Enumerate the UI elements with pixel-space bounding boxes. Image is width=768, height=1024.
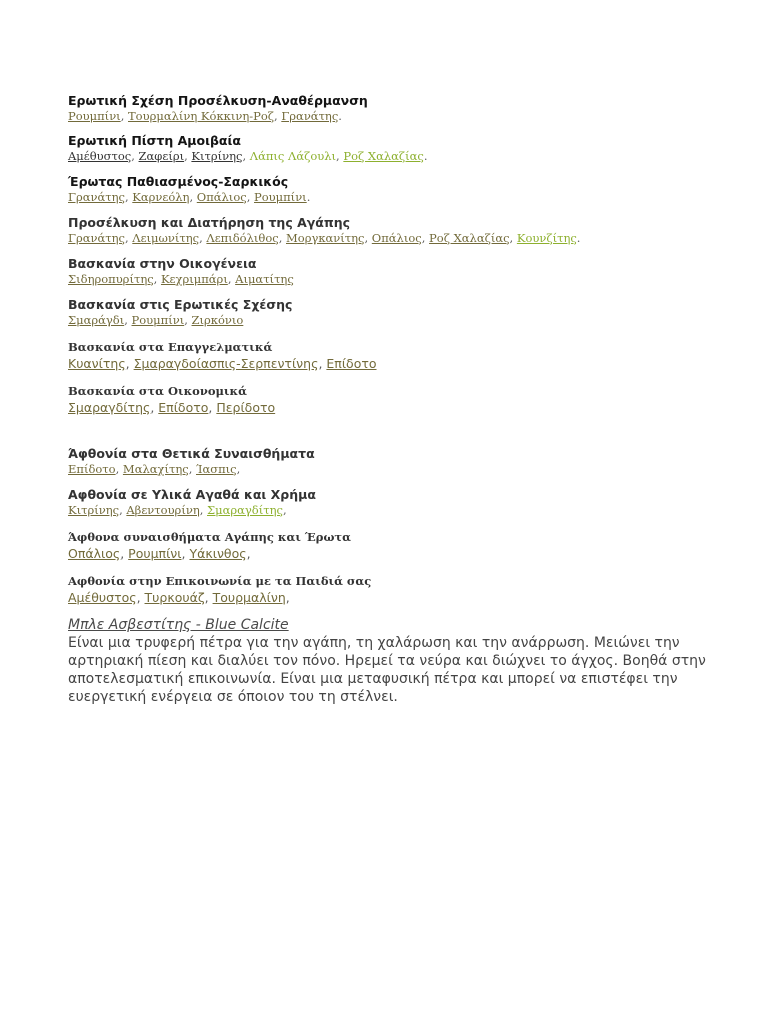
stone-link[interactable]: Λειμωνίτης [132, 231, 200, 245]
section-title: Ερωτική Σχέση Προσέλκυση-Αναθέρμανση [68, 93, 368, 108]
stone-link[interactable]: Τουρμαλίνη [212, 590, 286, 605]
section-evil-eye-relationships [68, 297, 708, 328]
punct: , [282, 503, 287, 517]
stone-link[interactable]: Επίδοτο [326, 356, 377, 371]
section-love-attraction [68, 93, 708, 124]
stone-link[interactable]: Σμαραγδοίασπις-Σερπεντίνης [133, 356, 319, 371]
section-title: Βασκανία στις Ερωτικές Σχέσης [68, 297, 293, 312]
section-love-faith [68, 133, 708, 164]
stone-link[interactable]: Υάκινθος [189, 546, 247, 561]
stone-link[interactable]: Μοργκανίτης [286, 231, 365, 245]
stone-link[interactable]: Επίδοτο [68, 462, 116, 476]
section-abundance-children [68, 574, 708, 606]
section-title: Προσέλκυση και Διατήρηση της Αγάπης [68, 215, 351, 230]
stone-link[interactable]: Σμαράγδι [68, 313, 125, 327]
punct: , [285, 590, 290, 605]
stone-link[interactable]: Ρουμπίνι [68, 109, 121, 123]
stone-link[interactable]: Ρουμπίνι [128, 546, 182, 561]
section-abundance-emotions [68, 446, 708, 477]
punct: . [338, 109, 342, 123]
stone-links: Γρανάτης, Καρνεόλη, Οπάλιος, Ρουμπίνι. [68, 190, 311, 204]
stone-link[interactable]: Οπάλιος [68, 546, 121, 561]
section-evil-eye-finance [68, 384, 708, 416]
stone-link[interactable]: Ζαφείρι [138, 149, 185, 163]
stone-links: Σμαράγδι, Ρουμπίνι, Ζιρκόνιο [68, 313, 244, 327]
stone-link[interactable]: Γρανάτης [281, 109, 339, 123]
section-title: Βασκανία στα Επαγγελματικά [68, 340, 273, 354]
punct: . [423, 149, 428, 163]
stone-link[interactable]: Ρουμπίνι [254, 190, 307, 204]
stone-link[interactable]: Ζιρκόνιο [191, 313, 244, 327]
stone-link[interactable]: Σιδηροπυρίτης [68, 272, 154, 286]
section-attraction-maintain [68, 215, 708, 246]
stone-links: Αμέθυστος, Ζαφείρι, Κιτρίνης, Λάπις Λάζουλι, Ροζ Χαλαζίας. [68, 149, 428, 163]
stone-link[interactable]: Κυανίτης [68, 356, 126, 371]
stone-link[interactable]: Τουρμαλίνη Κόκκινη-Ροζ [128, 109, 274, 123]
stone-links: Οπάλιος, Ρουμπίνι, Υάκινθος, [68, 546, 251, 561]
punct: , [246, 546, 251, 561]
stone-link[interactable]: Τυρκουάζ [144, 590, 205, 605]
stone-link[interactable]: Σμαραγδίτης [68, 400, 151, 415]
stone-title[interactable]: Μπλε Ασβεστίτης - Blue Calcite [68, 617, 289, 633]
stone-link[interactable]: Γρανάτης [68, 231, 125, 245]
stone-links: Γρανάτης, Λειμωνίτης, Λεπιδόλιθος, Μοργκανίτης, Οπάλιος, Ροζ Χαλαζίας, Κουνζίτης. [68, 231, 581, 245]
stone-links: Ρουμπίνι, Τουρμαλίνη Κόκκινη-Ροζ, Γρανάτης. [68, 109, 342, 123]
section-title: Ερωτική Πίστη Αμοιβαία [68, 133, 241, 148]
stone-link[interactable]: Αβεντουρίνη [126, 503, 200, 517]
stone-links: Κυανίτης, Σμαραγδοίασπις-Σερπεντίνης, Επίδοτο [68, 356, 377, 371]
section-title: Βασκανία στην Οικογένεια [68, 256, 257, 271]
punct: , [236, 462, 241, 476]
section-title: Αφθονία στην Επικοινωνία με τα Παιδιά σας [68, 574, 372, 588]
section-evil-eye-family [68, 256, 708, 287]
stone-entry [68, 616, 708, 706]
stone-link[interactable]: Κιτρίνης [191, 149, 243, 163]
section-title: Άφθονα συναισθήματα Αγάπης και Έρωτα [68, 530, 351, 544]
stone-link[interactable]: Ροζ Χαλαζίας [343, 149, 424, 163]
stone-links: Σμαραγδίτης, Επίδοτο, Περίδοτο [68, 400, 276, 415]
punct: . [576, 231, 581, 245]
stone-link[interactable]: Αμέθυστος [68, 149, 132, 163]
section-title: Έρωτας Παθιασμένος-Σαρκικός [68, 174, 289, 189]
stone-link[interactable]: Αμέθυστος [68, 590, 137, 605]
stone-link[interactable]: Οπάλιος [371, 231, 422, 245]
stone-link[interactable]: Λάπις Λάζουλι [249, 149, 337, 163]
stone-link[interactable]: Οπάλιος [196, 190, 247, 204]
stone-link[interactable]: Κιτρίνης [68, 503, 120, 517]
stone-link[interactable]: Λεπιδόλιθος [206, 231, 279, 245]
stone-description: Είναι μια τρυφερή πέτρα για την αγάπη, τη χαλάρωση και την ανάρρωση. Μειώνει την αρτηριακή πίεση και διαλύει τον πόνο. Ηρεμεί τα νεύρα και διώχνει το άγχος. Βοηθά στην αποτελεσματική επικοινωνία. Είναι μια μεταφυσική πέτρα και μπορεί να επιστέφει την ευεργετική ενέργεια σε όποιον του τη στέλνει. [68, 635, 706, 705]
stone-links: Επίδοτο, Μαλαχίτης, Ίασπις, [68, 462, 241, 476]
stone-link[interactable]: Καρνεόλη [132, 190, 190, 204]
section-abundance-money [68, 487, 708, 518]
stone-link[interactable]: Κουνζίτης [516, 231, 577, 245]
section-evil-eye-work [68, 340, 708, 372]
section-title: Άφθονία στα Θετικά Συναισθήματα [68, 446, 315, 461]
stone-links: Κιτρίνης, Αβεντουρίνη, Σμαραγδίτης, [68, 503, 287, 517]
stone-link[interactable]: Σμαραγδίτης [207, 503, 283, 517]
section-title: Αφθονία σε Υλικά Αγαθά και Χρήμα [68, 487, 316, 502]
stone-link[interactable]: Περίδοτο [216, 400, 276, 415]
stone-link[interactable]: Ροζ Χαλαζίας [429, 231, 510, 245]
section-abundance-love [68, 530, 708, 562]
section-title: Βασκανία στα Οικονομικά [68, 384, 247, 398]
punct: . [306, 190, 311, 204]
stone-link[interactable]: Ίασπις [196, 462, 237, 476]
stone-link[interactable]: Επίδοτο [158, 400, 209, 415]
stone-link[interactable]: Γρανάτης [68, 190, 125, 204]
stone-links: Αμέθυστος, Τυρκουάζ, Τουρμαλίνη, [68, 590, 290, 605]
stone-links: Σιδηροπυρίτης, Κεχριμπάρι, Αιματίτης [68, 272, 294, 286]
stone-link[interactable]: Ρουμπίνι [131, 313, 185, 327]
stone-link[interactable]: Αιματίτης [235, 272, 294, 286]
section-passion [68, 174, 708, 205]
stone-link[interactable]: Κεχριμπάρι [160, 272, 228, 286]
document-body [68, 93, 708, 706]
stone-link[interactable]: Μαλαχίτης [122, 462, 189, 476]
